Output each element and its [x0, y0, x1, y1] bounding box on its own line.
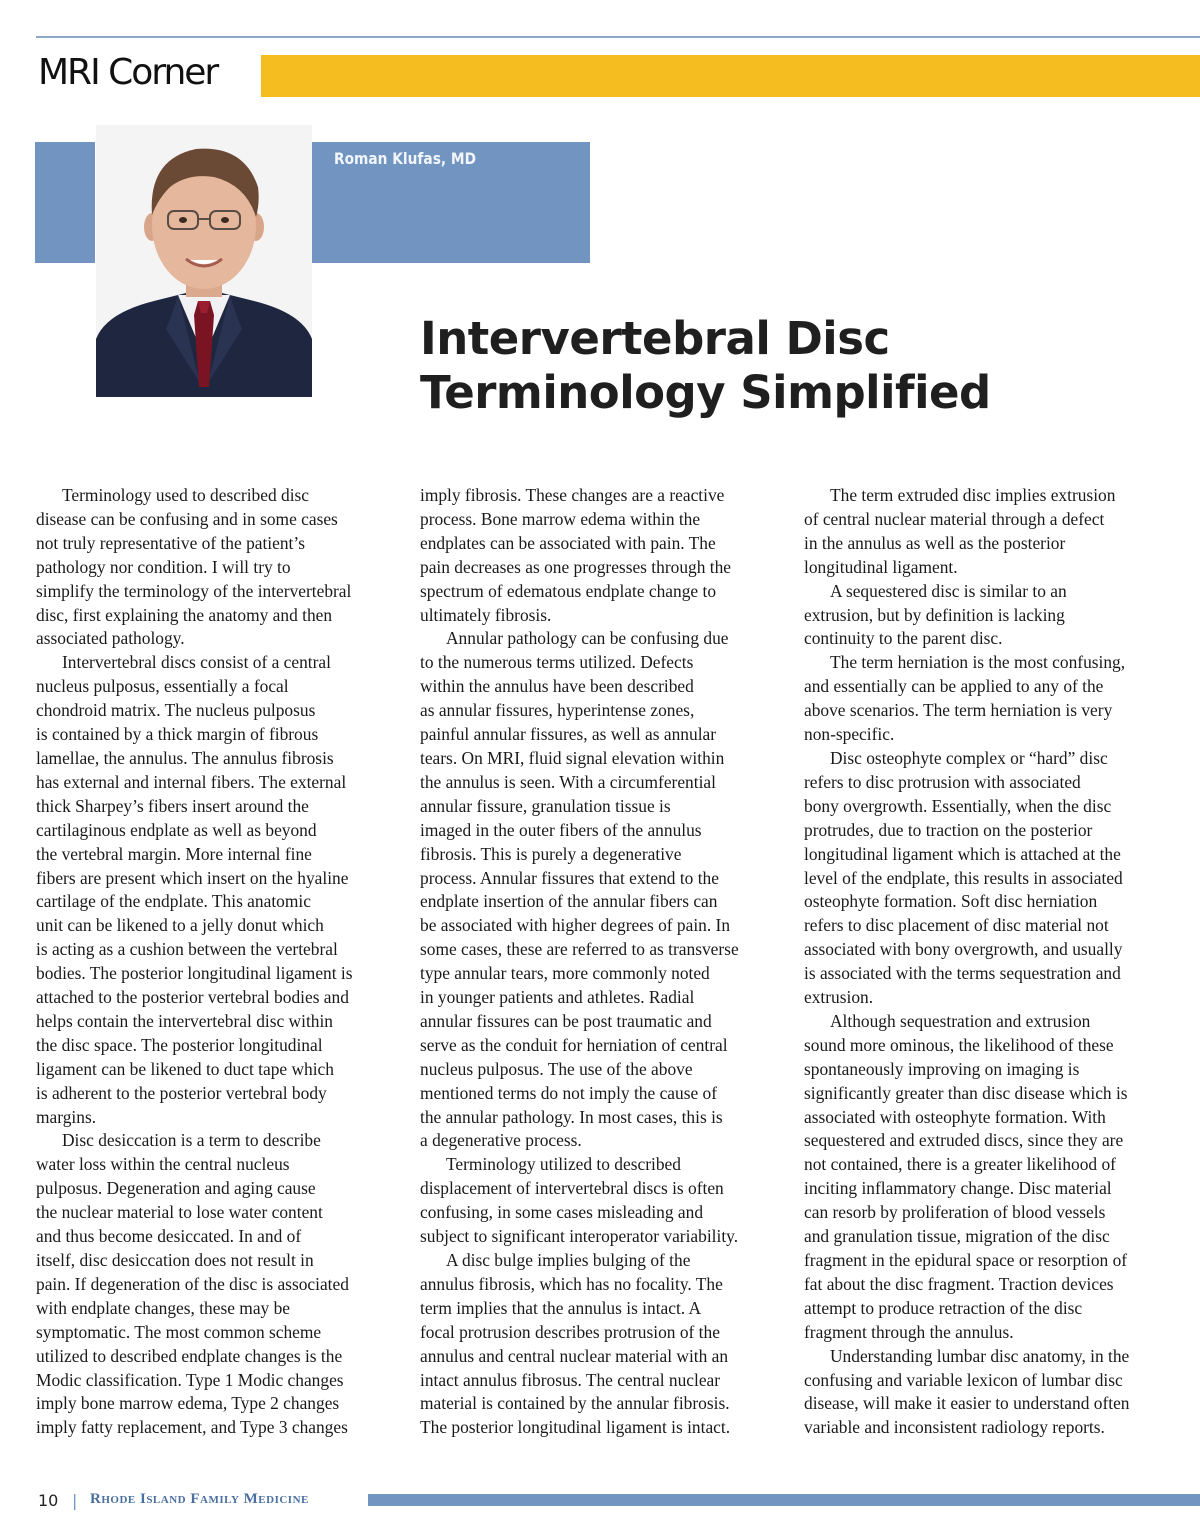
text-line: process. Bone marrow edema within the [420, 508, 701, 529]
text-line: variable and inconsistent radiology reports. [804, 1417, 1105, 1438]
text-line: the annulus is seen. With a circumferential [420, 771, 716, 792]
paragraph [36, 484, 394, 651]
text-line: pulposus. Degeneration and aging cause [36, 1178, 316, 1199]
paragraph [36, 1129, 394, 1440]
text-line: margins. [36, 1106, 97, 1127]
text-line: serve as the conduit for herniation of central [420, 1034, 728, 1055]
text-line: can resorb by proliferation of blood vessels [804, 1202, 1106, 1223]
paragraph [804, 580, 1162, 652]
text-line: chondroid matrix. The nucleus pulposus [36, 700, 316, 721]
text-line: fibrosis. This is purely a degenerative [420, 843, 682, 864]
author-block-accent [35, 142, 95, 263]
text-line: A sequestered disc is similar to an [830, 580, 1067, 601]
publication-name: Rhode Island Family Medicine [90, 1491, 309, 1507]
page-number: 10 [38, 1491, 59, 1510]
text-line: helps contain the intervertebral disc within [36, 1010, 333, 1031]
text-line: water loss within the central nucleus [36, 1154, 290, 1175]
paragraph [420, 1249, 778, 1440]
text-line: disease can be confusing and in some cases [36, 508, 338, 529]
footer-bar [368, 1494, 1200, 1506]
text-line: Terminology utilized to described [446, 1154, 681, 1175]
text-line: nucleus pulposus, essentially a focal [36, 676, 289, 697]
text-column-1 [36, 484, 394, 1440]
text-line: protrudes, due to traction on the posterior [804, 819, 1093, 840]
text-line: the nuclear material to lose water content [36, 1202, 323, 1223]
text-line: not truly representative of the patient’s [36, 532, 305, 553]
text-line: above scenarios. The term herniation is very [804, 700, 1113, 721]
text-line: ligament can be likened to duct tape which [36, 1058, 334, 1079]
text-line: pain decreases as one progresses through the [420, 556, 731, 577]
text-line: confusing and variable lexicon of lumbar disc [804, 1369, 1123, 1390]
text-line: unit can be likened to a jelly donut which [36, 915, 324, 936]
text-line: utilized to described endplate changes is the [36, 1345, 343, 1366]
text-line: pathology nor condition. I will try to [36, 556, 291, 577]
article-title [420, 312, 1140, 420]
text-line: and granulation tissue, migration of the disc [804, 1226, 1110, 1247]
text-line: bodies. The posterior longitudinal ligament is [36, 963, 353, 984]
text-line: a degenerative process. [420, 1130, 582, 1151]
text-line: imply fatty replacement, and Type 3 changes [36, 1417, 348, 1438]
text-line: simplify the terminology of the intervertebral [36, 580, 352, 601]
text-line: osteophyte formation. Soft disc herniation [804, 891, 1098, 912]
text-column-2 [420, 484, 778, 1440]
text-line: imply bone marrow edema, Type 2 changes [36, 1393, 340, 1414]
text-line: refers to disc protrusion with associated [804, 771, 1081, 792]
paragraph [804, 1010, 1162, 1345]
text-line: Disc osteophyte complex or “hard” disc [830, 747, 1108, 768]
text-line: imaged in the outer fibers of the annulus [420, 819, 702, 840]
text-line: is contained by a thick margin of fibrous [36, 724, 319, 745]
text-line: The term extruded disc implies extrusion [830, 485, 1116, 505]
text-line: significantly greater than disc disease which is [804, 1082, 1128, 1103]
paragraph [420, 484, 778, 627]
text-line: level of the endplate, this results in associated [804, 867, 1123, 888]
text-line: imply fibrosis. These changes are a reactive [420, 485, 725, 505]
text-line: focal protrusion describes protrusion of the [420, 1321, 720, 1342]
text-line: painful annular fissures, as well as annular [420, 724, 717, 745]
text-line: attempt to produce retraction of the disc [804, 1297, 1083, 1318]
text-line: confusing, in some cases misleading and [420, 1202, 704, 1223]
text-line: type annular tears, more commonly noted [420, 963, 710, 984]
text-line: to the numerous terms utilized. Defects [420, 652, 694, 673]
text-line: A disc bulge implies bulging of the [446, 1250, 691, 1270]
article-title-line: Intervertebral Disc [420, 312, 890, 365]
text-line: inciting inflammatory change. Disc material [804, 1178, 1112, 1199]
text-line: some cases, these are referred to as transverse [420, 939, 739, 960]
text-line: is associated with the terms sequestration and [804, 963, 1121, 984]
text-line: of central nuclear material through a defect [804, 508, 1105, 529]
text-line: cartilage of the endplate. This anatomic [36, 891, 311, 912]
text-line: mentioned terms do not imply the cause of [420, 1082, 718, 1103]
text-line: in younger patients and athletes. Radial [420, 987, 695, 1008]
text-line: fat about the disc fragment. Traction devices [804, 1273, 1114, 1294]
text-line: The term herniation is the most confusing, [830, 652, 1126, 673]
text-line: pain. If degeneration of the disc is associated [36, 1273, 349, 1294]
text-line: disease, will make it easier to understand often [804, 1393, 1130, 1414]
text-line: extrusion. [804, 987, 874, 1008]
text-line: is acting as a cushion between the vertebral [36, 939, 338, 960]
footer-separator: | [72, 1491, 78, 1510]
text-line: with endplate changes, these may be [36, 1297, 291, 1318]
paragraph [804, 747, 1162, 1010]
text-line: Terminology used to described disc [62, 485, 310, 505]
text-line: longitudinal ligament which is attached at the [804, 843, 1121, 864]
top-rule [36, 36, 1200, 38]
text-line: extrusion, but by definition is lacking [804, 604, 1065, 625]
section-title: MRI Corner [38, 52, 218, 93]
text-column-3 [804, 484, 1162, 1440]
text-line: itself, disc desiccation does not result in [36, 1250, 314, 1270]
text-line: The posterior longitudinal ligament is intact. [420, 1417, 731, 1438]
text-line: not contained, there is a greater likelihood of [804, 1154, 1116, 1175]
text-line: non-specific. [804, 724, 895, 745]
text-line: has external and internal fibers. The external [36, 771, 347, 792]
text-line: fragment through the annulus. [804, 1321, 1014, 1342]
text-line: sound more ominous, the likelihood of these [804, 1034, 1114, 1055]
text-line: the vertebral margin. More internal fine [36, 843, 312, 864]
text-line: disc, first explaining the anatomy and then [36, 604, 333, 625]
text-line: term implies that the annulus is intact. A [420, 1297, 702, 1318]
text-line: lamellae, the annulus. The annulus fibrosis [36, 747, 334, 768]
text-line: associated with bony overgrowth, and usually [804, 939, 1123, 960]
text-line: Disc desiccation is a term to describe [62, 1130, 321, 1151]
text-line: endplate insertion of the annular fibers can [420, 891, 718, 912]
text-line: annulus fibrosis, which has no focality. The [420, 1273, 723, 1294]
text-line: intact annulus fibrosus. The central nuclear [420, 1369, 721, 1390]
text-line: displacement of intervertebral discs is often [420, 1178, 724, 1199]
text-line: annular fissures can be post traumatic and [420, 1010, 712, 1031]
text-line: thick Sharpey’s fibers insert around the [36, 795, 309, 816]
text-line: Intervertebral discs consist of a central [62, 652, 331, 673]
text-line: continuity to the parent disc. [804, 628, 1003, 649]
text-line: annulus and central nuclear material with an [420, 1345, 729, 1366]
text-line: associated pathology. [36, 628, 185, 649]
author-name: Roman Klufas, MD [334, 149, 477, 168]
text-line: as annular fissures, hyperintense zones, [420, 700, 695, 721]
text-line: Annular pathology can be confusing due [446, 628, 729, 649]
text-line: in the annulus as well as the posterior [804, 532, 1066, 553]
page-footer [38, 1491, 1200, 1515]
paragraph [420, 627, 778, 1153]
text-line: material is contained by the annular fibrosis. [420, 1393, 730, 1414]
text-line: and essentially can be applied to any of the [804, 676, 1104, 697]
paragraph [804, 651, 1162, 747]
text-line: longitudinal ligament. [804, 556, 958, 577]
text-line: associated with osteophyte formation. With [804, 1106, 1106, 1127]
text-line: Although sequestration and extrusion [830, 1010, 1091, 1031]
text-line: spectrum of edematous endplate change to [420, 580, 717, 601]
text-line: Understanding lumbar disc anatomy, in the [830, 1345, 1130, 1366]
section-banner-bar [261, 55, 1200, 97]
text-line: the disc space. The posterior longitudinal [36, 1034, 323, 1055]
text-line: symptomatic. The most common scheme [36, 1321, 322, 1342]
paragraph [420, 1153, 778, 1249]
text-line: subject to significant interoperator variability. [420, 1226, 739, 1247]
text-line: spontaneously improving on imaging is [804, 1058, 1080, 1079]
text-line: fragment in the epidural space or resorption of [804, 1250, 1128, 1270]
paragraph [804, 1345, 1162, 1441]
text-line: the annular pathology. In most cases, this is [420, 1106, 723, 1127]
text-line: is adherent to the posterior vertebral body [36, 1082, 327, 1103]
text-line: sequestered and extruded discs, since they are [804, 1130, 1124, 1151]
text-line: and thus become desiccated. In and of [36, 1226, 302, 1247]
author-portrait [96, 125, 312, 397]
text-line: within the annulus have been described [420, 676, 694, 697]
text-line: cartilaginous endplate as well as beyond [36, 819, 317, 840]
text-line: refers to disc placement of disc material not [804, 915, 1109, 936]
text-line: fibers are present which insert on the hyaline [36, 867, 349, 888]
text-line: be associated with higher degrees of pain. In [420, 915, 731, 936]
text-line: process. Annular fissures that extend to the [420, 867, 719, 888]
text-line: annular fissure, granulation tissue is [420, 795, 671, 816]
text-line: bony overgrowth. Essentially, when the disc [804, 795, 1112, 816]
paragraph [804, 484, 1162, 580]
paragraph [36, 651, 394, 1129]
text-line: endplates can be associated with pain. The [420, 532, 716, 553]
text-line: attached to the posterior vertebral bodies and [36, 987, 349, 1008]
text-line: tears. On MRI, fluid signal elevation within [420, 747, 725, 768]
text-line: Modic classification. Type 1 Modic changes [36, 1369, 344, 1390]
text-line: ultimately fibrosis. [420, 604, 552, 625]
text-line: nucleus pulposus. The use of the above [420, 1058, 693, 1079]
article-title-line: Terminology Simplified [420, 366, 991, 419]
